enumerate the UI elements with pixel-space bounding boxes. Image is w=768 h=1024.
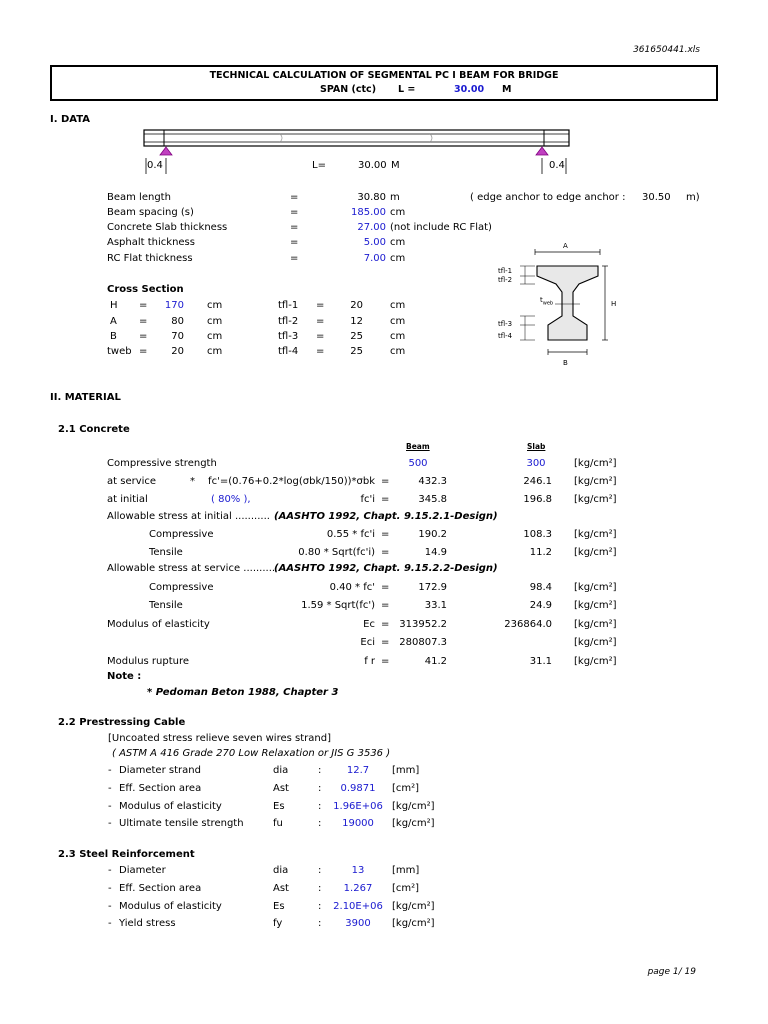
col-beam-header: Beam (406, 442, 430, 451)
cs-value: 170 (164, 300, 184, 311)
spec-label: Ultimate tensile strength (119, 818, 244, 829)
concrete-row-slab: 236864.0 (504, 619, 552, 630)
spec-symbol: dia (273, 865, 289, 876)
data-row-unit: cm (390, 237, 406, 248)
file-name: 361650441.xls (633, 45, 700, 55)
concrete-row-beam: 432.3 (418, 476, 447, 487)
spec-symbol: Ast (273, 783, 289, 794)
cs-eq: = (139, 346, 148, 357)
title-box (50, 65, 718, 101)
span-L-label: L = (398, 84, 416, 95)
cs-value2: 20 (350, 300, 363, 311)
concrete-row-label: Modulus rupture (107, 656, 190, 667)
spec-value: 3900 (345, 918, 371, 929)
col-slab-header: Slab (527, 442, 546, 451)
concrete-heading: 2.1 Concrete (58, 424, 130, 435)
cs-value2: 12 (350, 316, 363, 327)
concrete-row-slab: 108.3 (523, 529, 552, 540)
spec-value: 1.96E+06 (333, 801, 383, 812)
cs-eq: = (139, 300, 148, 311)
data-row-unit: cm (390, 207, 406, 218)
concrete-row-beam: 14.9 (424, 547, 447, 558)
spec-colon: : (318, 783, 322, 794)
spec-value: 19000 (342, 818, 374, 829)
concrete-row-unit: [kg/cm²] (574, 600, 617, 611)
spec-dash: - (108, 783, 112, 794)
spec-colon: : (318, 918, 322, 929)
cs-unit: cm (207, 300, 223, 311)
spec-symbol: Ast (273, 883, 289, 894)
concrete-row-beam: 172.9 (418, 582, 447, 593)
spec-dash: - (108, 865, 112, 876)
label-tfl3: tfl-3 (498, 320, 513, 328)
cs-label: tweb (107, 346, 132, 357)
concrete-row-slab: 246.1 (523, 476, 552, 487)
data-row-unit: m (390, 192, 400, 203)
cs-eq2: = (316, 316, 325, 327)
anchor-value: 30.50 (642, 192, 671, 203)
span-label: SPAN (ctc) (320, 84, 377, 95)
diagram-L-label: L= (312, 160, 326, 171)
spec-label: Diameter strand (119, 765, 201, 776)
concrete-row-slab: 196.8 (523, 494, 552, 505)
cross-section-heading: Cross Section (107, 284, 184, 295)
data-row-unit: (not include RC Flat) (390, 222, 492, 233)
spec-value: 2.10E+06 (333, 901, 383, 912)
cs-unit2: cm (390, 300, 406, 311)
concrete-row-label: Allowable stress at service .......... (107, 563, 276, 574)
concrete-row-label: Compressive (149, 529, 214, 540)
cable-desc2: ( ASTM A 416 Grade 270 Low Relaxation or JIS G 3536 ) (112, 748, 391, 759)
concrete-row-ref: (AASHTO 1992, Chapt. 9.15.2.1-Design) (274, 511, 498, 522)
spec-dash: - (108, 801, 112, 812)
concrete-row-ref: (AASHTO 1992, Chapt. 9.15.2.2-Design) (274, 563, 498, 574)
concrete-row-unit: [kg/cm²] (574, 529, 617, 540)
concrete-row-formula: 0.80 * Sqrt(fc'i) (298, 547, 375, 558)
concrete-row-unit: [kg/cm²] (574, 656, 617, 667)
label-H: H (611, 300, 617, 308)
left-overhang: 0.4 (147, 160, 163, 171)
data-row-value: 185.00 (351, 207, 386, 218)
concrete-row-eq: = (381, 547, 390, 558)
spec-unit: [mm] (392, 865, 420, 876)
i-beam-section-diagram (495, 240, 630, 372)
concrete-row-unit: [kg/cm²] (574, 547, 617, 558)
concrete-row-eq: = (381, 529, 390, 540)
spec-value: 1.267 (343, 883, 373, 894)
cs-unit2: cm (390, 331, 406, 342)
concrete-row-unit: [kg/cm²] (574, 637, 617, 648)
data-row-eq: = (290, 237, 299, 248)
concrete-row-slab: 24.9 (529, 600, 552, 611)
concrete-row-beam: 41.2 (424, 656, 447, 667)
cs-value: 20 (171, 346, 184, 357)
spec-label: Yield stress (119, 918, 176, 929)
spec-label: Diameter (119, 865, 166, 876)
data-row-value: 27.00 (357, 222, 386, 233)
concrete-row-beam: 33.1 (424, 600, 447, 611)
concrete-row-eq: = (381, 476, 390, 487)
concrete-row-formula: 1.59 * Sqrt(fc') (301, 600, 375, 611)
spec-dash: - (108, 901, 112, 912)
spec-dash: - (108, 765, 112, 776)
concrete-row-slab: 300 (526, 458, 546, 469)
concrete-row-label: Allowable stress at initial ........... (107, 511, 270, 522)
concrete-row-eq: = (381, 619, 390, 630)
data-row-unit: cm (390, 253, 406, 264)
concrete-row-beam: 280807.3 (399, 637, 447, 648)
spec-colon: : (318, 801, 322, 812)
concrete-row-beam: 500 (408, 458, 428, 469)
data-row-value: 7.00 (363, 253, 386, 264)
cs-label: H (110, 300, 118, 311)
cs-eq2: = (316, 300, 325, 311)
data-row-eq: = (290, 207, 299, 218)
spec-value: 12.7 (346, 765, 370, 776)
page-number: page 1/ 19 (647, 967, 696, 977)
spec-value: 13 (351, 865, 365, 876)
cs-unit2: cm (390, 346, 406, 357)
steel-heading: 2.3 Steel Reinforcement (58, 849, 195, 860)
spec-unit: [cm²] (392, 883, 420, 894)
concrete-row-star: * (190, 476, 195, 487)
right-overhang: 0.4 (549, 160, 565, 171)
spec-label: Modulus of elasticity (119, 901, 222, 912)
concrete-row-eq: = (381, 637, 390, 648)
data-row-eq: = (290, 253, 299, 264)
anchor-note: ( edge anchor to edge anchor : (470, 192, 626, 203)
cs-value: 80 (171, 316, 184, 327)
cs-label2: tfl-1 (278, 300, 299, 311)
label-tfl2: tfl-2 (498, 276, 513, 284)
concrete-row-unit: [kg/cm²] (574, 494, 617, 505)
note-label: Note : (107, 671, 142, 682)
spec-label: Modulus of elasticity (119, 801, 222, 812)
concrete-row-slab: 98.4 (529, 582, 552, 593)
spec-symbol: Es (273, 801, 285, 812)
concrete-row-unit: [kg/cm²] (574, 458, 617, 469)
data-row-value: 30.80 (357, 192, 386, 203)
concrete-row-formula: f r (364, 656, 375, 667)
span-value: 30.00 (454, 84, 485, 95)
data-row-label: RC Flat thickness (107, 253, 193, 264)
data-row-eq: = (290, 222, 299, 233)
anchor-unit: m) (686, 192, 700, 203)
concrete-row-formula: 0.55 * fc'i (326, 529, 375, 540)
spec-unit: [mm] (392, 765, 420, 776)
cs-eq: = (139, 316, 148, 327)
title-line1: TECHNICAL CALCULATION OF SEGMENTAL PC I BEAM FOR BRIDGE (209, 70, 559, 81)
spec-colon: : (318, 818, 322, 829)
spec-colon: : (318, 765, 322, 776)
cable-heading: 2.2 Prestressing Cable (58, 717, 186, 728)
cs-eq: = (139, 331, 148, 342)
data-row-label: Beam spacing (s) (107, 207, 194, 218)
concrete-row-label: at service (107, 476, 157, 487)
concrete-row-beam: 345.8 (418, 494, 447, 505)
spec-value: 0.9871 (340, 783, 376, 794)
concrete-row-label: Tensile (149, 600, 183, 611)
cs-value2: 25 (350, 346, 363, 357)
concrete-row-unit: [kg/cm²] (574, 582, 617, 593)
data-row-label: Beam length (107, 192, 171, 203)
concrete-row-label: Modulus of elasticity (107, 619, 210, 630)
spec-unit: [kg/cm²] (392, 918, 435, 929)
cs-label: A (110, 316, 117, 327)
spec-label: Eff. Section area (119, 883, 202, 894)
concrete-row-label: Compressive strength (107, 458, 217, 469)
label-A: A (563, 242, 568, 250)
section2-heading: II. MATERIAL (50, 392, 121, 403)
concrete-row-unit: [kg/cm²] (574, 619, 617, 630)
cs-label2: tfl-3 (278, 331, 299, 342)
spec-dash: - (108, 818, 112, 829)
concrete-row-formula: Ec (363, 619, 375, 630)
concrete-row-beam: 313952.2 (399, 619, 447, 630)
spec-symbol: fu (273, 818, 283, 829)
spec-unit: [kg/cm²] (392, 801, 435, 812)
spec-unit: [cm²] (392, 783, 420, 794)
concrete-row-slab: 11.2 (529, 547, 552, 558)
cs-value2: 25 (350, 331, 363, 342)
concrete-row-unit: [kg/cm²] (574, 476, 617, 487)
data-row-label: Asphalt thickness (107, 237, 195, 248)
data-row-eq: = (290, 192, 299, 203)
diagram-L-value: 30.00 (358, 160, 387, 171)
concrete-row-label: Compressive (149, 582, 214, 593)
label-tfl1: tfl-1 (498, 267, 513, 275)
cable-desc1: [Uncoated stress relieve seven wires strand] (108, 733, 331, 744)
concrete-row-label: Tensile (149, 547, 183, 558)
spec-symbol: fy (273, 918, 283, 929)
concrete-row-eq: = (381, 494, 390, 505)
spec-symbol: dia (273, 765, 289, 776)
cs-unit2: cm (390, 316, 406, 327)
spec-colon: : (318, 865, 322, 876)
concrete-row-formula: fc'i (360, 494, 375, 505)
concrete-row-label: at initial (107, 494, 148, 505)
spec-unit: [kg/cm²] (392, 901, 435, 912)
note-text: * Pedoman Beton 1988, Chapter 3 (147, 687, 339, 698)
spec-label: Eff. Section area (119, 783, 202, 794)
data-row-value: 5.00 (363, 237, 386, 248)
cs-unit: cm (207, 331, 223, 342)
concrete-row-pct: ( 80% ), (211, 494, 251, 505)
spec-colon: : (318, 901, 322, 912)
label-B: B (563, 359, 568, 367)
cs-eq2: = (316, 331, 325, 342)
data-row-label: Concrete Slab thickness (107, 222, 228, 233)
spec-dash: - (108, 883, 112, 894)
spec-dash: - (108, 918, 112, 929)
spec-symbol: Es (273, 901, 285, 912)
label-tfl4: tfl-4 (498, 332, 513, 340)
concrete-row-formula: Eci (360, 637, 375, 648)
concrete-row-slab: 31.1 (529, 656, 552, 667)
concrete-row-formula: 0.40 * fc' (329, 582, 375, 593)
cs-unit: cm (207, 316, 223, 327)
cs-eq2: = (316, 346, 325, 357)
label-tweb: $t_{web}$ (540, 296, 554, 307)
cs-unit: cm (207, 346, 223, 357)
concrete-row-eq: = (381, 656, 390, 667)
concrete-row-eq: = (381, 600, 390, 611)
cs-value: 70 (171, 331, 184, 342)
cs-label2: tfl-2 (278, 316, 299, 327)
concrete-row-eq: = (381, 582, 390, 593)
spec-unit: [kg/cm²] (392, 818, 435, 829)
diagram-L-unit: M (391, 160, 400, 171)
section1-heading: I. DATA (50, 114, 91, 125)
concrete-row-formula: fc'=(0.76+0.2*log(σbk/150))*σbk (208, 476, 375, 487)
concrete-row-beam: 190.2 (418, 529, 447, 540)
spec-colon: : (318, 883, 322, 894)
cs-label2: tfl-4 (278, 346, 299, 357)
span-unit: M (502, 84, 512, 95)
cs-label: B (110, 331, 117, 342)
